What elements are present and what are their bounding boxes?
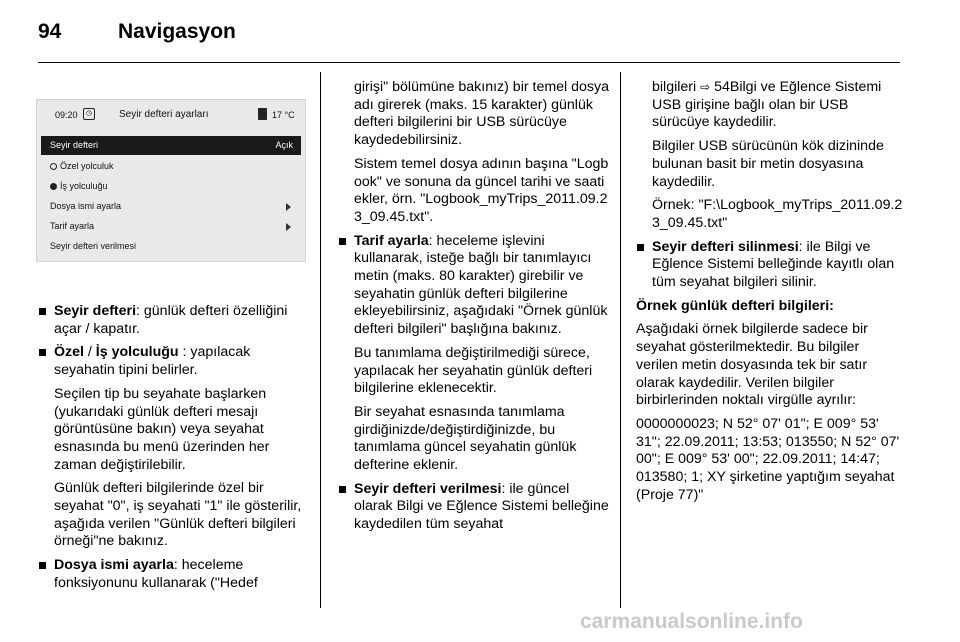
bullet-item <box>338 481 610 534</box>
paragraph: Örnek: "F:\Logbook_myTrips_2011.09.23_09.45.txt" <box>652 197 903 231</box>
term: İş yolculuğu <box>95 344 179 361</box>
paragraph <box>636 79 904 132</box>
reference-arrow-icon: ⇨ <box>700 80 711 94</box>
paragraph: Sistem temel dosya adının başına "Logbook" ve sonuna da güncel tarihi ve saati ekler, örn. "Logbook_myTrips_2011.09.23_09.45.txt". <box>354 155 609 225</box>
column-1 <box>38 303 308 599</box>
header-rule <box>38 62 900 63</box>
watermark: carmanualsonline.info <box>580 610 803 633</box>
term: Tarif ayarla <box>354 232 429 249</box>
screen-time: 09:20 <box>55 110 78 120</box>
term: Dosya ismi ayarla <box>54 557 174 574</box>
infotainment-screen <box>36 99 306 262</box>
column-divider-2 <box>620 72 621 608</box>
page-header <box>0 0 960 62</box>
term: Seyir defteri <box>54 303 137 319</box>
menu-item-business-trip[interactable] <box>41 177 301 196</box>
menu-item-set-description[interactable] <box>41 217 301 236</box>
paragraph: Bilgiler USB sürücünün kök dizininde bulunan basit bir metin dosyasına kaydedilir. <box>652 138 884 190</box>
bullet-item <box>636 239 904 292</box>
arrow-right-icon <box>286 203 291 211</box>
radio-on-icon <box>50 183 57 190</box>
paragraph: Seçilen tip bu seyahate başlarken (yukarıdaki günlük defteri mesajı görüntüsüne bakın) veya seyahat esnasında bu menü üzerinden her zaman değiştirilebilir. <box>54 385 270 473</box>
column-3 <box>636 79 904 510</box>
bullet-item <box>38 344 308 379</box>
paragraph: 0000000023; N 52° 07' 01"; E 009° 53' 31"; 22.09.2011; 13:53; 013550; N 52° 07' 00"; E 009° 53' 00"; 22.09.2011; 14:47; 013580; 1; XY şirketine yaptığım seyahat (Proje 77)" <box>636 415 900 503</box>
menu-item-value: Açık <box>275 140 293 150</box>
menu-item-label: Özel yolculuk <box>60 161 114 171</box>
paragraph: girişi" bölümüne bakınız) bir temel dosya adı girerek (maks. 15 karakter) günlük defteri bilgilerini bir USB sürücüye kaydedebilirsiniz. <box>354 79 610 149</box>
term: Seyir defteri verilmesi <box>354 480 502 497</box>
paragraph: Bu tanımlama değiştirilmediği sürece, yapılacak her seyahatin günlük defteri bilgilerine eklenecektir. <box>354 344 593 397</box>
bullet-text: : günlük defteri özelliğini açar / kapatır. <box>54 303 288 337</box>
page-number: 94 <box>38 20 62 43</box>
menu-item-set-filename[interactable] <box>41 197 301 216</box>
bullet-text: : yapılacak seyahatin tipini belirler. <box>54 344 251 379</box>
screen-status-bar <box>41 106 301 126</box>
bullet-item <box>338 233 610 339</box>
bullet-item <box>38 303 308 338</box>
menu-item-label: Tarif ayarla <box>50 221 95 231</box>
menu-item-export-logbook[interactable] <box>41 237 301 256</box>
menu-item-logbook[interactable] <box>41 136 301 155</box>
column-2 <box>338 79 610 540</box>
bullet-square-icon <box>39 349 46 356</box>
paragraph: Günlük defteri bilgilerinde özel bir seyahat "0", iş seyahati "1" ile gösterilir, aşağıda verilen "Günlük defteri bilgileri örneği"ne bakınız. <box>54 480 302 550</box>
menu-item-label: Seyir defteri verilmesi <box>50 241 137 251</box>
screen-title: Seyir defteri ayarları <box>119 109 209 120</box>
column-divider-1 <box>320 72 321 608</box>
menu-item-label: Seyir defteri <box>50 140 99 150</box>
bullet-square-icon <box>39 308 46 315</box>
bullet-text: : heceleme işlevini kullanarak, isteğe bağlı bir tanımlayıcı metin (maks. 80 karakter) girebilir ve seyahatin günlük defteri bilgilerine ekleyebilirsiniz, aşağıdaki "Örnek günlük defteri bilgileri" başlığına bakınız. <box>354 232 608 338</box>
term: Seyir defteri silinmesi <box>652 238 799 255</box>
menu-item-label: İş yolculuğu <box>60 181 108 191</box>
separator: / <box>83 344 96 361</box>
bullet-square-icon <box>637 244 644 251</box>
page-reference[interactable]: 54 <box>714 79 730 95</box>
text-fragment: bilgileri <box>652 79 697 95</box>
phone-icon <box>258 108 267 120</box>
bullet-text: : ile Bilgi ve Eğlence Sistemi belleğinde kayıtlı olan tüm seyahat bilgileri silinir. <box>652 238 895 291</box>
bullet-square-icon <box>339 238 346 245</box>
menu-item-label: Dosya ismi ayarla <box>50 201 122 211</box>
screen-temperature: 17 °C <box>272 110 295 120</box>
paragraph: Aşağıdaki örnek bilgilerde sadece bir seyahat gösterilmektedir. Bu bilgiler verilen metin dosyasında tek bir satır olarak kaydedilir. Verilen bilgiler birbirlerinden noktalı virgülle ayrılır: <box>636 321 868 409</box>
paragraph: Bir seyahat esnasında tanımlama girdiğinizde/değiştirdiğinizde, bu tanımlama güncel seyahatin günlük defterine eklenir. <box>354 403 577 474</box>
text-fragment: Bilgi ve Eğlence Sistemi USB girişine bağlı olan bir USB sürücüye kaydedilir. <box>652 79 882 131</box>
section-title: Navigasyon <box>118 20 236 43</box>
term: Özel <box>54 344 84 361</box>
arrow-right-icon <box>286 223 291 231</box>
bullet-square-icon <box>339 486 346 493</box>
menu-item-private-trip[interactable] <box>41 157 301 176</box>
bullet-text: : ile güncel olarak Bilgi ve Eğlence Sistemi belleğine kaydedilen tüm seyahat <box>354 480 609 533</box>
subheading: Örnek günlük defteri bilgileri: <box>636 297 834 314</box>
bullet-square-icon <box>39 562 46 569</box>
radio-off-icon <box>50 163 57 170</box>
bullet-text: : heceleme fonksiyonunu kullanarak ("Hedef <box>54 557 258 591</box>
bullet-item <box>38 557 308 592</box>
clock-icon: ◷ <box>83 108 95 120</box>
